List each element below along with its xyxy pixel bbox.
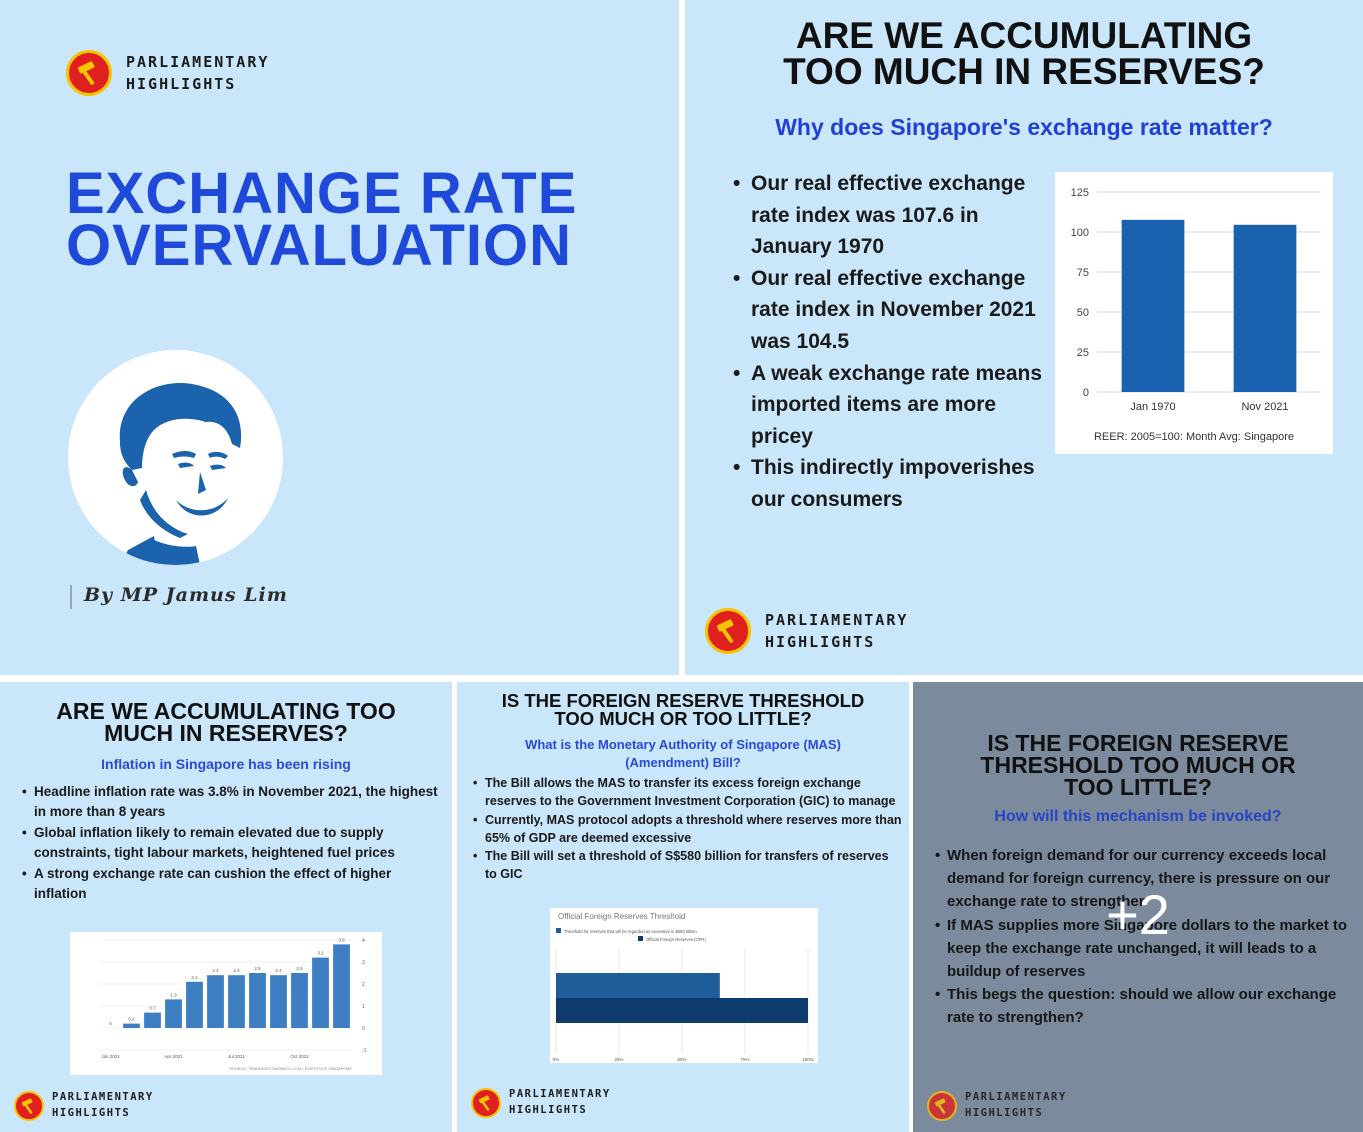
bar	[1234, 225, 1297, 392]
tile-title	[685, 15, 1363, 92]
bar	[165, 999, 182, 1028]
logo-line-2: HIGHLIGHTS	[52, 1106, 131, 1119]
x-tick-label: Apr 2021	[164, 1054, 183, 1059]
logo	[14, 1090, 154, 1122]
gavel-icon	[14, 1091, 44, 1121]
tile-subtitle-line-2: (Amendment) Bill?	[625, 755, 741, 770]
gavel-icon	[66, 50, 112, 96]
logo	[927, 1090, 1067, 1122]
bar	[123, 1024, 140, 1028]
portrait-illustration	[68, 350, 283, 565]
legend-label: Official Foreign Reserves (OFR)	[646, 937, 706, 942]
y-tick-label: 3	[362, 960, 365, 966]
tile-title	[457, 692, 909, 728]
bar	[270, 975, 287, 1028]
y-tick-label: 0	[1082, 387, 1089, 399]
byline-divider	[70, 585, 72, 609]
y-tick-label: 25	[1076, 347, 1089, 359]
tile-title-line-3: TOO LITTLE?	[1064, 774, 1212, 800]
inflation-tile[interactable]	[0, 682, 452, 1132]
cover-tile[interactable]	[0, 0, 679, 675]
tile-title-line-2: THRESHOLD TOO MUCH OR	[980, 752, 1296, 778]
exchange-rate-tile[interactable]	[685, 0, 1363, 675]
gavel-icon	[705, 608, 751, 654]
legend-swatch	[556, 928, 561, 933]
list-item: • The Bill allows the MAS to transfer its excess foreign exchange reserves to the Government Investment Corporation (GIC) to manage	[473, 774, 903, 811]
list-item: • Our real effective exchange rate index was 107.6 in January 1970	[733, 168, 1043, 263]
tile-title-line-1: IS THE FOREIGN RESERVE	[987, 730, 1289, 756]
legend-label: Threshold for reserves that will be regarded as excessive in $580 billion	[564, 929, 697, 934]
x-tick-label: 100%	[802, 1057, 814, 1062]
y-tick-label: 100	[1070, 227, 1089, 239]
reer-chart	[1055, 172, 1333, 454]
y-tick-label: -1	[362, 1048, 367, 1054]
chart-caption: REER: 2005=100: Month Avg: Singapore	[1093, 431, 1295, 443]
list-item: • A weak exchange rate means imported items are more pricey	[733, 358, 1043, 453]
data-label: 0.7	[149, 1005, 156, 1011]
gavel-icon	[471, 1088, 501, 1118]
bar	[144, 1013, 161, 1028]
more-photos-count[interactable]: +2	[1106, 883, 1170, 946]
tile-title-line-1: ARE WE ACCUMULATING TOO	[56, 698, 396, 724]
x-tick-label: 75%	[740, 1057, 750, 1062]
tile-title-line-1: ARE WE ACCUMULATING	[795, 15, 1253, 56]
inflation-chart	[70, 932, 382, 1075]
logo	[471, 1087, 611, 1119]
tile-title	[0, 700, 452, 744]
x-tick-label: 25%	[614, 1057, 624, 1062]
tile-title-line-2: TOO MUCH IN RESERVES?	[783, 51, 1265, 92]
data-label: 1.3	[170, 992, 177, 998]
logo-line-1: PARLIAMENTARY	[509, 1088, 611, 1100]
byline: By MP Jamus Lim	[84, 584, 288, 606]
logo-line-2: HIGHLIGHTS	[965, 1106, 1044, 1119]
logo	[705, 608, 908, 654]
reserve-threshold-tile[interactable]	[457, 682, 909, 1132]
legend-swatch	[638, 936, 643, 941]
list-item: • Global inflation likely to remain elevated due to supply constraints, tight labour markets, heightened fuel prices	[22, 823, 442, 864]
data-label: 2.5	[254, 966, 261, 971]
y-tick-label: 4	[362, 938, 365, 944]
x-tick-label: 0%	[552, 1057, 560, 1062]
logo-line-1: PARLIAMENTARY	[52, 1091, 154, 1103]
x-tick-label: Jan 1970	[1130, 401, 1176, 413]
tile-title-line-1: IS THE FOREIGN RESERVE THRESHOLD	[501, 690, 865, 711]
tile-title-line-2: TOO MUCH OR TOO LITTLE?	[554, 708, 812, 729]
logo-line-2: HIGHLIGHTS	[509, 1103, 588, 1116]
bar	[249, 973, 266, 1028]
logo-line-1: PARLIAMENTARY	[126, 52, 270, 71]
y-tick-label: 125	[1070, 187, 1089, 199]
tile-subtitle: Why does Singapore's exchange rate matter?	[775, 114, 1273, 140]
bar	[1122, 220, 1185, 392]
data-label: 2.5	[296, 966, 303, 971]
bar	[556, 998, 808, 1023]
cover-title-line-2: OVERVALUATION	[66, 213, 573, 278]
list-item: • When foreign demand for our currency exceeds local demand for foreign currency, there is pressure on our exchange rate to strengthen	[935, 844, 1355, 914]
cover-title-line-1: EXCHANGE RATE	[66, 161, 578, 226]
bar	[291, 973, 308, 1028]
bullet-list	[22, 782, 442, 904]
logo-line-2: HIGHLIGHTS	[126, 75, 237, 93]
bar	[186, 982, 203, 1028]
bar	[207, 975, 224, 1028]
list-item: • The Bill will set a threshold of S$580 billion for transfers of reserves to GIC	[473, 847, 903, 884]
gavel-icon	[927, 1091, 957, 1121]
list-item: • Our real effective exchange rate index in November 2021 was 104.5	[733, 263, 1043, 358]
tile-subtitle-line-1: What is the Monetary Authority of Singapore (MAS)	[525, 737, 841, 752]
logo-line-1: PARLIAMENTARY	[965, 1091, 1067, 1103]
y-tick-label: 75	[1076, 267, 1089, 279]
list-item: • This begs the question: should we allow our exchange rate to strengthen?	[935, 983, 1355, 1029]
y-tick-label: 50	[1076, 307, 1089, 319]
tile-title	[913, 732, 1363, 798]
x-tick-label: 50%	[677, 1057, 687, 1062]
logo-line-1: PARLIAMENTARY	[765, 610, 909, 629]
x-tick-label: Nov 2021	[1241, 401, 1289, 413]
data-label: 3.2	[317, 950, 324, 956]
list-item: • If MAS supplies more Singapore dollars to the market to keep the exchange rate unchanged, it will leads to a buildup of reserves	[935, 914, 1355, 984]
bar	[333, 944, 350, 1028]
data-label: 0	[109, 1021, 112, 1026]
reserves-chart	[550, 908, 818, 1063]
data-label: 2.4	[275, 968, 282, 974]
bullet-list	[473, 774, 903, 884]
bar	[228, 975, 245, 1028]
list-item: • This indirectly impoverishes our consumers	[733, 452, 1043, 515]
list-item: • A strong exchange rate can cushion the effect of higher inflation	[22, 864, 442, 905]
tile-subtitle	[457, 736, 909, 772]
x-tick-label: Jan 2021	[101, 1054, 120, 1059]
y-tick-label: 2	[362, 982, 365, 988]
x-tick-label: Oct 2021	[290, 1054, 309, 1059]
logo	[66, 50, 269, 96]
bullet-list	[733, 168, 1043, 516]
tile-subtitle: How will this mechanism be invoked?	[994, 808, 1282, 825]
list-item: • Headline inflation rate was 3.8% in November 2021, the highest in more than 8 years	[22, 782, 442, 823]
tile-title-line-2: MUCH IN RESERVES?	[104, 720, 348, 746]
data-label: 2.4	[212, 968, 219, 974]
x-tick-label: Jul 2021	[227, 1054, 246, 1059]
y-tick-label: 1	[362, 1004, 365, 1010]
logo-line-2: HIGHLIGHTS	[765, 633, 876, 651]
data-label: 3.8	[338, 937, 345, 943]
data-label: 0.2	[128, 1016, 135, 1022]
tile-subtitle: Inflation in Singapore has been rising	[101, 756, 351, 772]
data-label: 2.4	[233, 968, 240, 974]
data-label: 2.1	[191, 974, 198, 980]
bar	[556, 973, 720, 998]
list-item: • Currently, MAS protocol adopts a threshold where reserves more than 65% of GDP are deemed excessive	[473, 811, 903, 848]
chart-source: SOURCE: TRADINGECONOMICS.COM | STATISTICS SINGAPORE	[228, 1066, 352, 1071]
more-photos-tile[interactable]	[913, 682, 1363, 1132]
bar	[312, 958, 329, 1028]
y-tick-label: 0	[362, 1026, 365, 1032]
chart-title: Official Foreign Reserves Threshold	[558, 912, 686, 921]
cover-title	[66, 161, 578, 278]
